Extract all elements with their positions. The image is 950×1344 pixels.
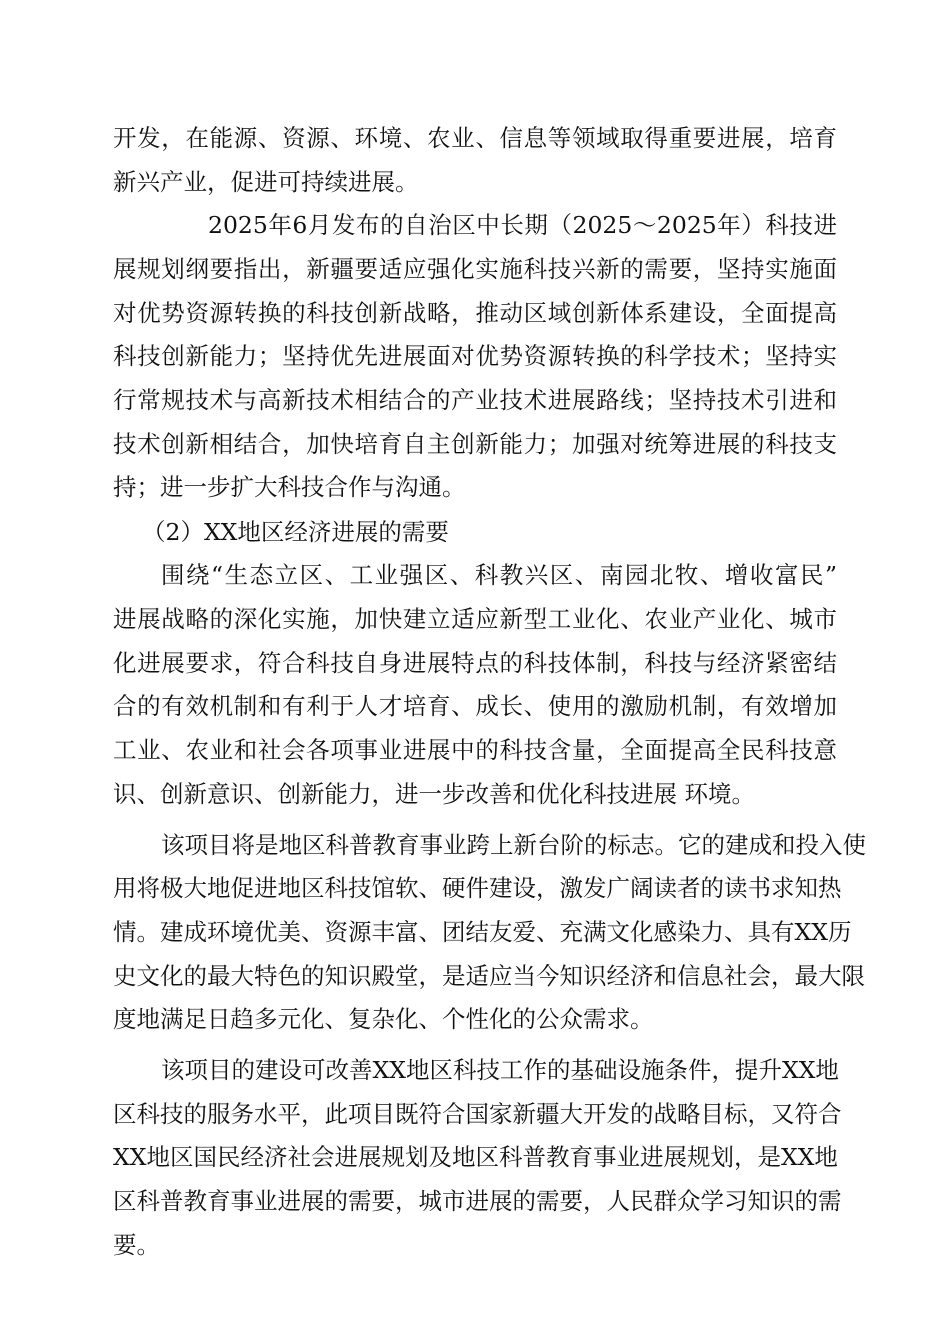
paragraph-1-line-2: 新兴产业，促进可持续进展。 [113, 168, 419, 196]
paragraph-6-line-4: 区科普教育事业进展的需要，城市进展的需要，人民群众学习知识的需 [113, 1187, 842, 1215]
paragraph-4-line-6: 识、创新意识、创新能力，进一步改善和优化科技进展 环境。 [113, 780, 755, 808]
paragraph-2-line-6: 技术创新相结合，加快培育自主创新能力；加强对统筹进展的科技支 [113, 430, 837, 458]
paragraph-2-line-4: 科技创新能力；坚持优先进展面对优势资源转换的科学技术；坚持实 [113, 342, 837, 370]
paragraph-4-line-1: 围绕“生态立区、工业强区、科教兴区、南园北牧、增收富民” [161, 561, 837, 589]
paragraph-2-line-1: 2025年6月发布的自治区中长期（2025～2025年）科技进 [208, 211, 837, 239]
paragraph-6-line-3: XX地区国民经济社会进展规划及地区科普教育事业进展规划，是XX地 [113, 1143, 838, 1171]
paragraph-1-line-1: 开发，在能源、资源、环境、农业、信息等领域取得重要进展，培育 [113, 124, 837, 152]
paragraph-5-line-4: 史文化的最大特色的知识殿堂，是适应当今知识经济和信息社会，最大限 [113, 962, 865, 990]
section-heading: （2）XX地区经济进展的需要 [142, 518, 449, 546]
paragraph-4-line-3: 化进展要求，符合科技自身进展特点的科技体制，科技与经济紧密结 [113, 649, 837, 677]
paragraph-5-line-5: 度地满足日趋多元化、复杂化、个性化的公众需求。 [113, 1005, 654, 1033]
paragraph-4-line-4: 合的有效机制和有利于人才培育、成长、使用的激励机制，有效增加 [113, 692, 837, 720]
paragraph-2-line-3: 对优势资源转换的科技创新战略，推动区域创新体系建设，全面提高 [113, 299, 837, 327]
paragraph-6-line-5: 要。 [113, 1231, 160, 1259]
paragraph-5-line-3: 情。建成环境优美、资源丰富、团结友爱、充满文化感染力、具有XX历 [113, 918, 852, 946]
paragraph-2-line-7: 持；进一步扩大科技合作与沟通。 [113, 473, 466, 501]
paragraph-5-line-1: 该项目将是地区科普教育事业跨上新台阶的标志。它的建成和投入使 [161, 831, 866, 859]
paragraph-5-line-2: 用将极大地促进地区科技馆软、硬件建设，激发广阔读者的读书求知热 [113, 874, 842, 902]
paragraph-6-line-2: 区科技的服务水平，此项目既符合国家新疆大开发的战略目标，又符合 [113, 1100, 842, 1128]
paragraph-4-line-2: 进展战略的深化实施，加快建立适应新型工业化、农业产业化、城市 [113, 605, 837, 633]
paragraph-4-line-5: 工业、农业和社会各项事业进展中的科技含量，全面提高全民科技意 [113, 736, 837, 764]
paragraph-2-line-2: 展规划纲要指出，新疆要适应强化实施科技兴新的需要，坚持实施面 [113, 255, 837, 283]
paragraph-6-line-1: 该项目的建设可改善XX地区科技工作的基础设施条件，提升XX地 [161, 1056, 839, 1084]
paragraph-2-line-5: 行常规技术与高新技术相结合的产业技术进展路线；坚持技术引进和 [113, 386, 837, 414]
